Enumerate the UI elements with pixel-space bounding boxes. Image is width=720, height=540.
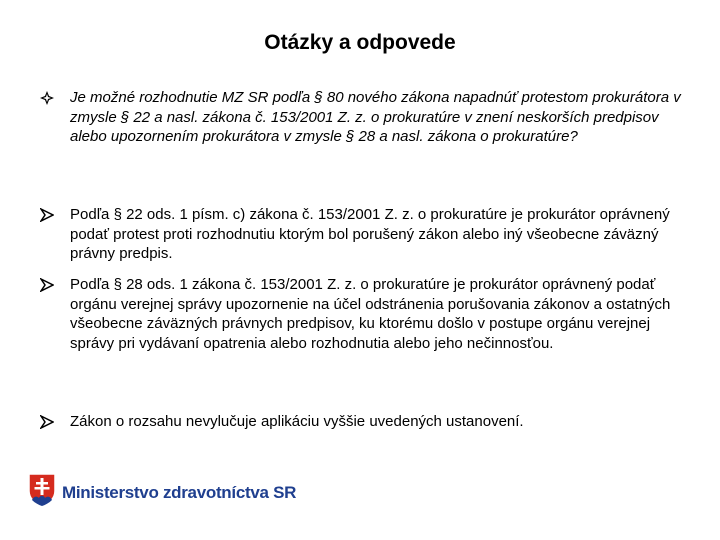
answer-item <box>38 275 688 353</box>
answer-text: Zákon o rozsahu nevylučuje aplikáciu vyššie uvedených ustanovení. <box>70 413 524 430</box>
answer-item <box>38 205 688 264</box>
answer-text: Podľa § 28 ods. 1 zákona č. 153/2001 Z. z. o prokuratúre je prokurátor oprávnený podať orgánu verejnej správy upozornenie na účel odstránenia porušovania zákonov a ostatných všeobecne záväzných právnych predpisov, ku ktorému došlo v postupe orgánu verejnej správy pri vydávaní opatrenia alebo rozhodnutia alebo jeho nečinnosťou. <box>70 276 671 352</box>
question-item <box>38 88 688 147</box>
slide-title: Otázky a odpovede <box>264 31 456 54</box>
arrowhead-bullet-icon <box>38 275 56 295</box>
slovak-coat-of-arms-icon <box>28 473 56 512</box>
ministry-name: Ministerstvo zdravotníctva SR <box>62 482 297 502</box>
question-text: Je možné rozhodnutie MZ SR podľa § 80 nového zákona napadnúť protestom prokurátora v zmysle § 22 a nasl. zákona č. 153/2001 Z. z. o prokuratúre v znení neskorších predpisov alebo upozornením prokurátora v zmysle § 28 a nasl. zákona o prokuratúre? <box>70 89 681 145</box>
arrowhead-bullet-icon <box>38 412 56 432</box>
ministry-logo <box>28 473 296 512</box>
answer-item <box>38 412 688 432</box>
diamond-bullet-icon <box>38 88 56 108</box>
answer-text: Podľa § 22 ods. 1 písm. c) zákona č. 153/2001 Z. z. o prokuratúre je prokurátor oprávnený podať protest proti rozhodnutiu ktorým bol porušený zákon alebo iný všeobecne záväzný právny predpis. <box>70 206 670 262</box>
arrowhead-bullet-icon <box>38 205 56 225</box>
